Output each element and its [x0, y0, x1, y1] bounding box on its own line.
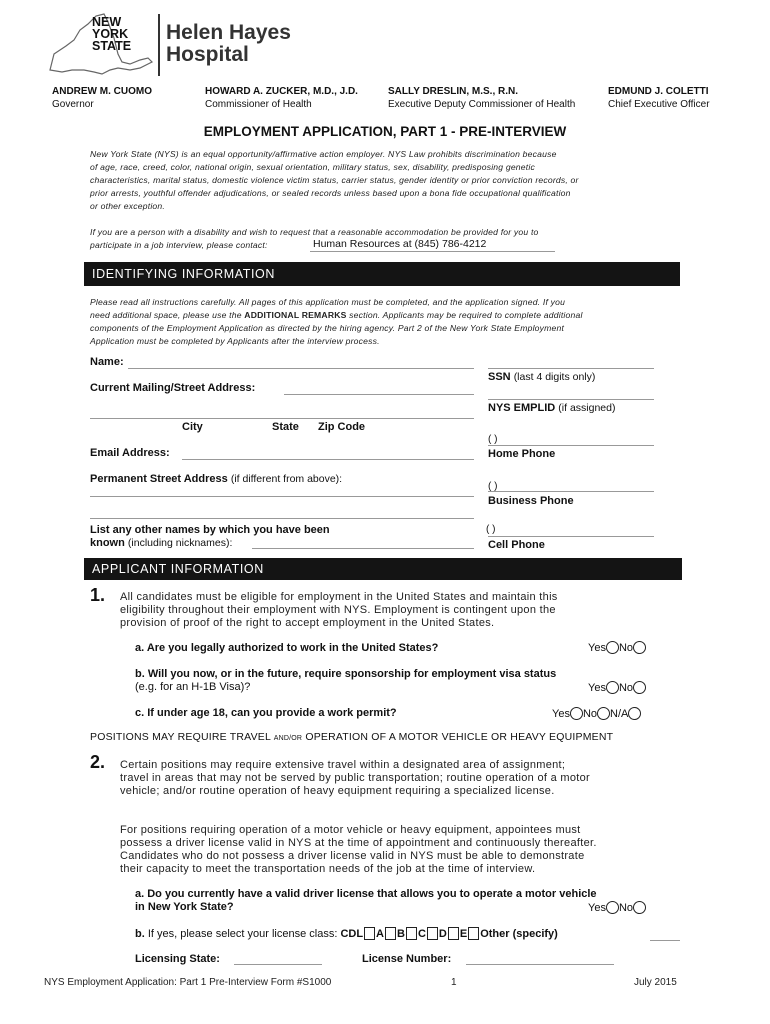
eeo-line: of age, race, creed, color, national origin, sexual orientation, military status, sex, disability, predisposing genetic: [90, 162, 535, 172]
section-header-identifying: IDENTIFYING INFORMATION: [84, 262, 680, 286]
home-phone-field[interactable]: [488, 445, 654, 446]
item-1-line: All candidates must be eligible for employment in the United States and maintain this: [120, 591, 558, 603]
question-2b-prefix: b.: [135, 928, 145, 940]
hospital-name-line-2: Hospital: [166, 43, 249, 66]
official-title: Executive Deputy Commissioner of Health: [388, 99, 576, 110]
item-2-line: vehicle; and/or routine operation of heavy equipment requiring a specialized license.: [120, 785, 555, 797]
ssn-label: [488, 371, 595, 383]
other-names-known: known: [90, 537, 125, 549]
footer-page-number: 1: [451, 977, 457, 988]
other-names-label: List any other names by which you have been: [90, 524, 330, 536]
permanent-address-label: [90, 473, 342, 485]
q1c-na-radio[interactable]: [628, 707, 641, 720]
accommodation-contact: Human Resources at (845) 786-4212: [313, 238, 487, 250]
instruction-text: need additional space, please use the: [90, 310, 242, 320]
travel-notice: [90, 731, 613, 743]
class-d-checkbox[interactable]: [448, 927, 459, 940]
official-name: SALLY DRESLIN, M.S., R.N.: [388, 86, 519, 97]
question-1b: b. Will you now, or in the future, require sponsorship for employment visa status: [135, 668, 557, 680]
licensing-state-label: Licensing State:: [135, 953, 220, 965]
nys-state-logo: [44, 10, 156, 78]
logo-state-line-1: NEW: [92, 15, 122, 29]
eeo-line: prior arrests, youthful offender adjudications, or sealed records unless based upon a bona fide occupational qualification: [90, 188, 571, 198]
q1b-yes-radio[interactable]: [606, 681, 619, 694]
eeo-line: or other exception.: [90, 201, 165, 211]
emplid-label: [488, 402, 616, 414]
license-number-field[interactable]: [466, 964, 614, 965]
zip-label: Zip Code: [318, 421, 366, 433]
official-deputy: [388, 86, 575, 110]
home-phone-area-code: ( ): [488, 434, 498, 445]
home-phone-label: Home Phone: [488, 448, 556, 460]
licensing-state-field[interactable]: [234, 964, 322, 965]
email-field[interactable]: [182, 459, 474, 460]
class-c-checkbox[interactable]: [427, 927, 438, 940]
official-name: EDMUND J. COLETTI: [608, 86, 709, 97]
class-a-label: A: [376, 928, 384, 940]
eeo-line: characteristics, marital status, domestic violence victim status, carrier status, gender identity or prior conviction records, or: [90, 175, 579, 185]
permanent-address-note: (if different from above):: [230, 473, 343, 485]
official-title: Commissioner of Health: [205, 99, 312, 110]
eeo-statement: [90, 148, 690, 213]
email-label: Email Address:: [90, 447, 170, 459]
name-label: Name:: [90, 356, 124, 368]
q1a-no-radio[interactable]: [633, 641, 646, 654]
question-2a-line-2: in New York State?: [135, 901, 234, 913]
item-1-line: eligibility throughout their employment with NYS. Employment is contingent upon the: [120, 604, 556, 616]
cell-phone-label: Cell Phone: [488, 539, 545, 551]
form-title: EMPLOYMENT APPLICATION, PART 1 - PRE-INTERVIEW: [203, 124, 567, 139]
instruction-line: components of the Employment Application as directed by the hiring agency. Part 2 of the New York State Employment: [90, 323, 565, 333]
eeo-line: New York State (NYS) is an equal opportunity/affirmative action employer. NYS Law prohibits discrimination because: [90, 149, 557, 159]
item-2-license-line: possess a driver license valid in NYS at the time of appointment and continuously thereafter.: [120, 837, 597, 849]
question-2b-text: If yes, please select your license class:: [147, 928, 338, 940]
question-1b-note: (e.g. for an H-1B Visa)?: [135, 681, 251, 693]
emplid-note: (if assigned): [558, 402, 616, 414]
ssn-label-text: SSN: [488, 371, 511, 383]
class-c-label: C: [417, 928, 426, 940]
question-1c-options: [552, 707, 641, 720]
no-label: No: [618, 902, 634, 914]
question-1a: a. Are you legally authorized to work in the United States?: [135, 642, 439, 654]
license-number-label: License Number:: [362, 953, 452, 965]
logo-state-line-3: STATE: [92, 39, 132, 53]
address-label: Current Mailing/Street Address:: [90, 382, 256, 394]
accommodation-line: If you are a person with a disability and wish to request that a reasonable accommodation be provided for you to: [90, 227, 539, 237]
item-2-license-line: their capacity to meet the transportation needs of the job at the time of interview.: [120, 863, 536, 875]
other-names-field[interactable]: [252, 548, 474, 549]
cell-phone-field[interactable]: [488, 536, 654, 537]
footer-date: July 2015: [634, 977, 677, 988]
q1c-no-radio[interactable]: [597, 707, 610, 720]
official-title: Governor: [52, 99, 94, 110]
official-governor: [52, 86, 152, 110]
instruction-line: [90, 309, 690, 322]
class-a-checkbox[interactable]: [385, 927, 396, 940]
address-field-line-2[interactable]: [90, 418, 474, 419]
cell-phone-area-code: ( ): [486, 524, 496, 535]
other-names-note: (including nicknames):: [127, 537, 233, 549]
yes-label: Yes: [588, 682, 606, 694]
yes-label: Yes: [588, 642, 606, 654]
identifying-instructions: [90, 296, 690, 348]
question-2b: [135, 927, 558, 940]
class-cdl-label: CDL: [340, 928, 364, 940]
item-1-text: [120, 591, 680, 630]
additional-remarks-ref: ADDITIONAL REMARKS: [244, 310, 347, 320]
travel-notice-text-2: OPERATION OF A MOTOR VEHICLE OR HEAVY EQUIPMENT: [305, 731, 614, 743]
permanent-address-field-line-2[interactable]: [90, 518, 474, 519]
emplid-label-text: NYS EMPLID: [488, 402, 556, 414]
contact-underline: [310, 251, 555, 252]
class-b-label: B: [397, 928, 405, 940]
business-phone-area-code: ( ): [488, 481, 498, 492]
address-field[interactable]: [284, 394, 474, 395]
official-commissioner: [205, 86, 358, 110]
name-field[interactable]: [128, 368, 474, 369]
question-1a-options: [588, 641, 646, 654]
logo-state-line-2: YORK: [92, 27, 129, 41]
q2a-yes-radio[interactable]: [606, 901, 619, 914]
no-label: No: [618, 642, 634, 654]
yes-label: Yes: [552, 708, 570, 720]
item-2-line: travel in areas that may not be served by public transportation; routine operation of a motor: [120, 772, 590, 784]
permanent-address-label-text: Permanent Street Address: [90, 473, 228, 485]
instruction-line: Please read all instructions carefully. All pages of this application must be completed, and the application signed. If you: [90, 297, 566, 307]
class-e-label: E: [459, 928, 468, 940]
class-cdl-checkbox[interactable]: [364, 927, 375, 940]
yes-label: Yes: [588, 902, 606, 914]
ssn-note: (last 4 digits only): [513, 371, 596, 383]
accommodation-line-text: participate in a job interview, please contact:: [90, 240, 268, 250]
travel-notice-text: POSITIONS MAY REQUIRE TRAVEL: [90, 731, 271, 743]
state-label: State: [272, 421, 299, 433]
business-phone-field[interactable]: [488, 491, 654, 492]
hospital-name-line-1: Helen Hayes: [166, 21, 291, 44]
item-2-text: [120, 759, 680, 798]
item-2-license-line: Candidates who do not possess a driver license valid in NYS must be able to demonstrate: [120, 850, 585, 862]
official-ceo: [608, 86, 710, 110]
q1b-no-radio[interactable]: [633, 681, 646, 694]
na-label: N/A: [610, 708, 629, 720]
item-2-license-text: [120, 824, 690, 876]
q1c-yes-radio[interactable]: [570, 707, 583, 720]
logo-divider: [158, 14, 160, 76]
q1a-yes-radio[interactable]: [606, 641, 619, 654]
q2a-no-radio[interactable]: [633, 901, 646, 914]
item-2-number: 2.: [90, 752, 106, 772]
official-name: ANDREW M. CUOMO: [52, 86, 152, 97]
class-d-label: D: [438, 928, 447, 940]
question-1b-options: [588, 681, 646, 694]
class-other-label: Other (specify): [480, 928, 558, 940]
other-names-label-2: [90, 537, 232, 549]
city-label: City: [182, 421, 203, 433]
item-2-line: Certain positions may require extensive travel within a designated area of assignment;: [120, 759, 566, 771]
other-class-field[interactable]: [650, 940, 680, 941]
question-1c: c. If under age 18, can you provide a work permit?: [135, 707, 397, 719]
no-label: No: [582, 708, 598, 720]
official-name: HOWARD A. ZUCKER, M.D., J.D.: [205, 86, 358, 97]
hospital-logo-text: [166, 22, 291, 66]
footer-form-name: NYS Employment Application: Part 1 Pre-Interview Form #S1000: [44, 977, 332, 988]
travel-notice-andor: AND/OR: [273, 735, 303, 742]
class-e-checkbox[interactable]: [468, 927, 479, 940]
instruction-text: section. Applicants may be required to complete additional: [349, 310, 583, 320]
section-header-applicant: APPLICANT INFORMATION: [84, 558, 682, 580]
question-2a-options: [588, 901, 646, 914]
item-1-number: 1.: [90, 585, 106, 605]
business-phone-label: Business Phone: [488, 495, 574, 507]
official-title: Chief Executive Officer: [608, 99, 710, 110]
question-2a: a. Do you currently have a valid driver license that allows you to operate a motor vehicle: [135, 888, 597, 900]
emplid-field[interactable]: [488, 399, 654, 400]
item-2-license-line: For positions requiring operation of a motor vehicle or heavy equipment, appointees must: [120, 824, 581, 836]
ssn-field[interactable]: [488, 368, 654, 369]
instruction-line: Application must be completed by Applicants after the interview process.: [90, 336, 380, 346]
no-label: No: [618, 682, 634, 694]
item-1-line: provision of proof of the right to accept employment in the United States.: [120, 617, 495, 629]
class-b-checkbox[interactable]: [406, 927, 417, 940]
permanent-address-field[interactable]: [90, 496, 474, 497]
